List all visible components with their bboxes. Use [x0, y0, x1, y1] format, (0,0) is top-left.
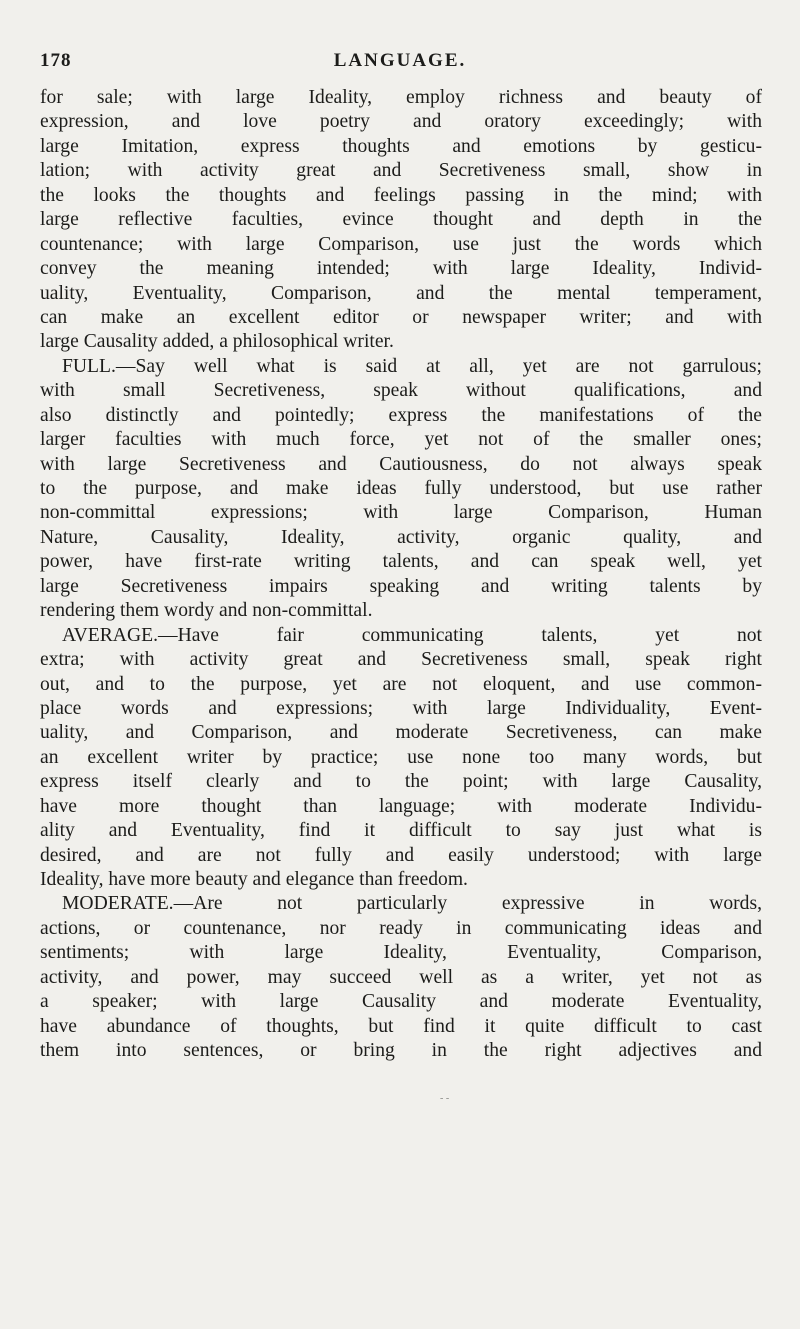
text-line: express itself clearly and to the point; with large Causality, — [40, 771, 762, 793]
text-line: uality, and Comparison, and moderate Secretiveness, can make — [40, 722, 762, 744]
text-line: larger faculties with much force, yet not of the smaller ones; — [40, 429, 762, 451]
text-line: power, have first-rate writing talents, and can speak well, yet — [40, 551, 762, 573]
text-line: have more thought than language; with moderate Individu- — [40, 795, 762, 817]
text-line: lation; with activity great and Secretiveness small, show in — [40, 160, 762, 182]
page-header — [40, 50, 760, 80]
text-line: sentiments; with large Ideality, Eventuality, Comparison, — [40, 942, 762, 964]
text-line: AVERAGE.—Have fair communicating talents, yet not — [62, 624, 762, 646]
text-line: for sale; with large Ideality, employ richness and beauty of — [40, 87, 762, 108]
text-line: countenance; with large Comparison, use just the words which — [40, 233, 762, 255]
text-line: large reflective faculties, evince thought and depth in the — [40, 209, 762, 231]
text-line: non-committal expressions; with large Comparison, Human — [40, 502, 762, 524]
running-head: LANGUAGE. — [333, 50, 467, 71]
text-line: large Imitation, express thoughts and emotions by gesticu- — [40, 135, 762, 157]
text-line: rendering them wordy and non-committal. — [40, 600, 373, 622]
text-line: to the purpose, and make ideas fully understood, but use rather — [40, 478, 762, 499]
text-line: also distinctly and pointedly; express the manifestations of the — [40, 404, 762, 426]
text-line: large Causality added, a philosophical writer. — [40, 331, 394, 353]
text-line: MODERATE.—Are not particularly expressive in words, — [62, 893, 762, 915]
footer-mark: - - — [440, 1093, 450, 1104]
text-line: FULL.—Say well what is said at all, yet are not garrulous; — [62, 355, 762, 377]
text-line: them into sentences, or bring in the right adjectives and — [40, 1040, 762, 1062]
text-line: Nature, Causality, Ideality, activity, organic quality, and — [40, 526, 762, 548]
text-line: out, and to the purpose, yet are not eloquent, and use common- — [40, 673, 762, 695]
body-text — [40, 86, 762, 1064]
text-line: place words and expressions; with large Individuality, Event- — [40, 697, 762, 719]
text-line: with small Secretiveness, speak without qualifications, and — [40, 380, 762, 402]
text-line: large Secretiveness impairs speaking and writing talents by — [40, 575, 762, 597]
text-line: Ideality, have more beauty and elegance than freedom. — [40, 869, 468, 890]
text-line: expression, and love poetry and oratory exceedingly; with — [40, 111, 762, 133]
text-line: have abundance of thoughts, but find it quite difficult to cast — [40, 1015, 762, 1037]
text-line: activity, and power, may succeed well as a writer, yet not as — [40, 966, 762, 988]
text-line: with large Secretiveness and Cautiousness, do not always speak — [40, 453, 762, 475]
text-line: extra; with activity great and Secretiveness small, speak right — [40, 649, 762, 671]
text-line: the looks the thoughts and feelings passing in the mind; with — [40, 184, 762, 206]
text-line: actions, or countenance, nor ready in communicating ideas and — [40, 917, 762, 939]
text-line: desired, and are not fully and easily understood; with large — [40, 844, 762, 866]
page-number: 178 — [40, 50, 72, 71]
text-line: can make an excellent editor or newspaper writer; and with — [40, 306, 762, 328]
text-line: uality, Eventuality, Comparison, and the mental temperament, — [40, 282, 762, 304]
text-line: ality and Eventuality, find it difficult to say just what is — [40, 820, 762, 842]
text-line: convey the meaning intended; with large Ideality, Individ- — [40, 258, 762, 280]
text-line: an excellent writer by practice; use none too many words, but — [40, 746, 762, 768]
text-line: a speaker; with large Causality and moderate Eventuality, — [40, 991, 762, 1013]
